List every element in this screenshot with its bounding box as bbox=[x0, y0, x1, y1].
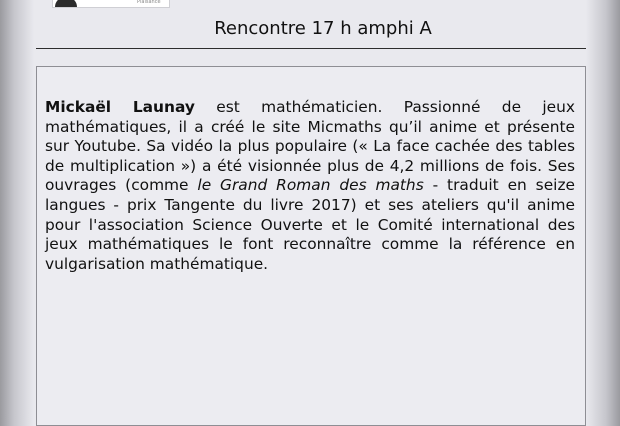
page-title: Rencontre 17 h amphi A bbox=[214, 18, 432, 39]
avatar bbox=[57, 0, 75, 3]
header-divider bbox=[36, 48, 586, 49]
header bbox=[36, 17, 586, 41]
logo-caption: Plaisance bbox=[137, 0, 161, 5]
speaker-name: Mickaël Launay bbox=[45, 98, 195, 116]
bio-text-part-2: - traduit en seize langues - prix Tangente du livre 2017) et ses ateliers qu'il anime pour l'association Science Ouverte et le Comité international des jeux mathématiques le font reconnaître comme la référence en vulgarisation mathématique. bbox=[45, 176, 575, 273]
logo-card bbox=[52, 0, 170, 8]
bio-text-part-1: est mathématicien. Passionné de jeux mathématiques, il a créé le site Micmaths qu’il anime et présente sur Youtube. Sa vidéo la plus populaire (« La face cachée des tables de multiplication ») a été visionnée plus de 4,2 millions de fois. Ses ouvrages (comme bbox=[45, 98, 575, 195]
book-title: le Grand Roman des maths bbox=[197, 176, 424, 195]
bio-paragraph bbox=[45, 98, 575, 274]
